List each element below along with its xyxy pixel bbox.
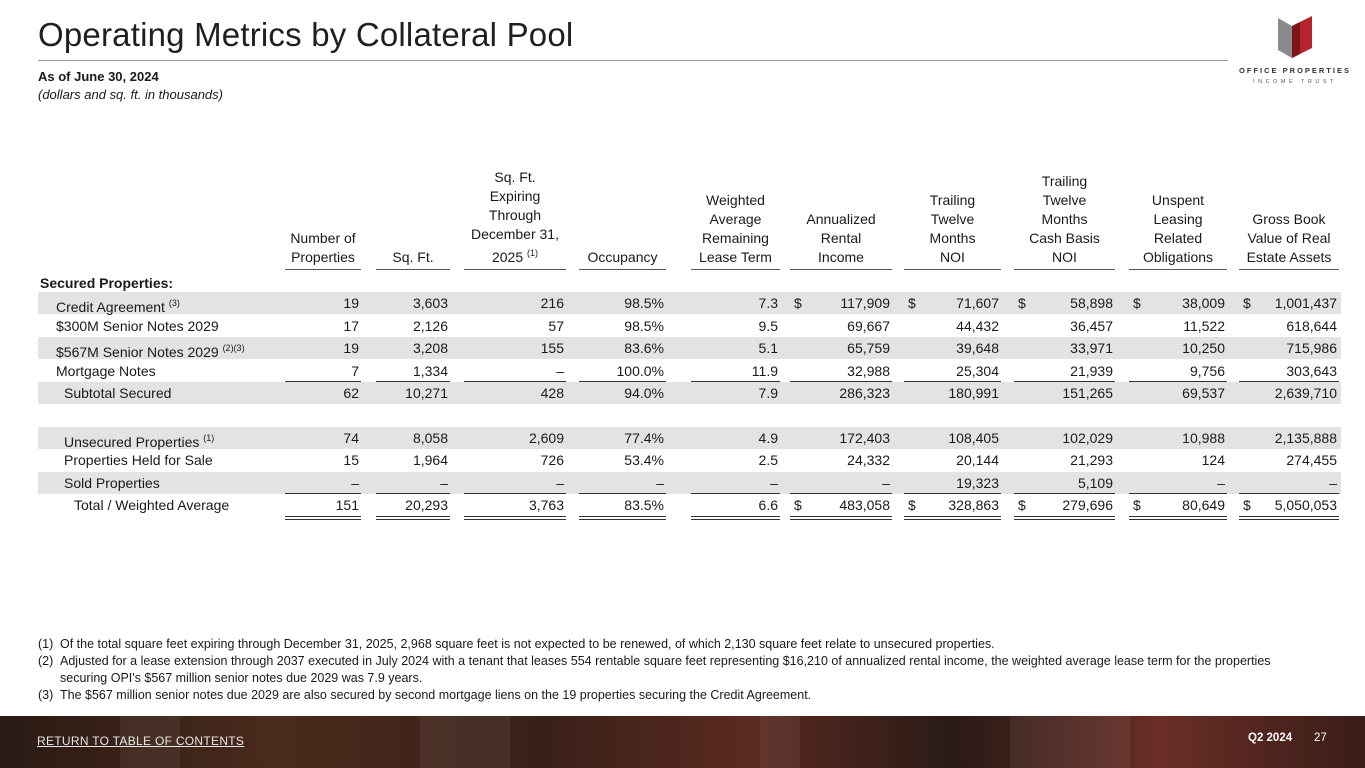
dollar-sign: $ [1018,497,1026,513]
units-note: (dollars and sq. ft. in thousands) [38,87,223,102]
footnote-item [38,636,1308,653]
table-cell: 9.5 [758,318,778,334]
column-header-7 [1014,170,1115,270]
column-header-line: 2025 $^{(1)}$ [491,248,539,265]
title-divider [38,60,1228,61]
column-underline [904,519,1001,520]
table-cell: 2,639,710 [1274,385,1337,401]
column-header-line: Months [1041,211,1088,227]
table-row [38,315,1341,337]
column-underline [904,381,1001,382]
column-header-line: Twelve [930,211,975,227]
column-header-line: Leasing [1153,211,1203,227]
table-cell: 117,909 [840,295,890,311]
table-cell: 100.0% [616,363,664,379]
table-cell: 62 [343,385,359,401]
column-underline [790,493,892,494]
table-cell: 4.9 [758,430,778,446]
column-underline [1239,519,1339,520]
column-underline [464,519,566,520]
column-underline [579,493,666,494]
row-label: Unsecured Properties $^{(1)}$ [64,433,215,450]
column-underline [790,516,892,517]
logo-mark-icon [1274,14,1316,60]
table-cell: 172,403 [839,430,890,446]
footnote-ref: (1) [203,433,215,443]
column-underline [691,519,780,520]
column-underline [691,381,780,382]
footnote-key: (3) [38,688,54,702]
column-header-line: Lease Term [699,249,772,265]
table-cell: 19 [343,295,359,311]
column-underline [376,493,450,494]
page-title: Operating Metrics by Collateral Pool [38,16,574,53]
table-cell: 10,250 [1182,340,1225,356]
column-underline [790,381,892,382]
table-cell: 5,109 [1077,475,1113,491]
column-header-2 [464,170,566,270]
row-label: Total / Weighted Average [74,497,230,513]
column-underline [464,381,566,382]
row-label: Credit Agreement $^{(3)}$ [56,298,180,315]
column-header-line: Unspent [1151,192,1205,208]
company-logo [1238,12,1352,102]
table-row [38,472,1341,494]
column-header-line: Average [709,211,762,227]
column-header-line: Expiring [489,188,541,204]
column-underline [1014,516,1115,517]
column-underline [1129,519,1227,520]
column-underline [691,493,780,494]
table-cell: 58,898 [1070,295,1113,311]
row-label: Properties Held for Sale [64,452,213,468]
column-header-3 [579,170,666,270]
dollar-sign: $ [794,497,802,513]
table-cell: 10,271 [405,385,448,401]
column-header-line: Annualized [806,211,876,227]
column-header-line: Twelve [1042,192,1087,208]
table-cell: 7.3 [758,295,778,311]
footnote-ref: (2)(3) [222,343,245,353]
column-underline [1014,381,1115,382]
column-header-line: Trailing [929,192,976,208]
table-cell: 151,265 [1062,385,1113,401]
footnotes [38,636,1308,704]
column-underline [904,493,1001,494]
table-cell: 69,537 [1182,385,1225,401]
column-header-line: Sq. Ft. [494,169,536,185]
footnote-item [38,687,1308,704]
table-cell: 7 [351,363,359,379]
table-cell: 5,050,053 [1274,497,1337,513]
table-cell: 44,432 [956,318,999,334]
section-label-secured: Secured Properties: [40,275,174,291]
column-underline [579,381,666,382]
footnote-text: Adjusted for a lease extension through 2037 executed in July 2024 with a tenant that leases 554 rentable square feet representing $16,210 of annualized rental income, the weighted average lease term for the properties securing OPI's $567 million senior notes due 2029 was 7.9 years. [60,654,1271,685]
table-row [38,382,1341,404]
column-header-line: Gross Book [1252,211,1326,227]
table-cell: 11,522 [1183,318,1225,334]
column-header-6 [904,170,1001,270]
table-cell: 8,058 [412,430,448,446]
column-header-line: Months [929,230,976,246]
footnote-text: The $567 million senior notes due 2029 are also secured by second mortgage liens on the 19 properties securing the Credit Agreement. [60,688,812,702]
column-header-5 [790,170,892,270]
table-cell: 74 [343,430,359,446]
column-header-line: Remaining [702,230,769,246]
column-header-line: Income [818,249,864,265]
column-underline [1239,381,1339,382]
table-cell: 7.9 [758,385,778,401]
table-cell: 618,644 [1286,318,1337,334]
table-cell: 77.4% [624,430,664,446]
column-header-9 [1239,170,1339,270]
table-cell: 38,009 [1182,295,1225,311]
column-underline [1129,516,1227,517]
table-cell: 17 [343,318,359,334]
table-cell: 10,988 [1182,430,1225,446]
table-cell: 2,135,888 [1274,430,1337,446]
column-header-line: Obligations [1142,249,1214,265]
column-underline [285,519,361,520]
dollar-sign: $ [1243,497,1251,513]
column-underline [1239,493,1339,494]
footnote-key: (2) [38,654,54,668]
table-cell: – [882,475,890,491]
dollar-sign: $ [1018,295,1026,311]
table-cell: 20,144 [956,452,999,468]
dollar-sign: $ [908,497,916,513]
table-cell: 1,001,437 [1274,295,1337,311]
table-cell: 65,759 [847,340,890,356]
column-underline [1129,381,1227,382]
table-row [38,337,1341,359]
table-cell: 33,971 [1070,340,1113,356]
table-cell: 24,332 [847,452,890,468]
column-underline [464,516,566,517]
column-header-line: Properties [291,249,355,265]
row-label: $300M Senior Notes 2029 [56,318,219,334]
table-row [38,292,1341,314]
table-cell: 2,609 [528,430,564,446]
table-cell: 98.5% [624,318,664,334]
column-underline [790,519,892,520]
table-row [38,360,1341,382]
table-cell: 2.5 [758,452,778,468]
quarter-label: Q2 2024 [1248,732,1293,744]
table-cell: 102,029 [1062,430,1113,446]
dollar-sign: $ [908,295,916,311]
table-cell: 19 [343,340,359,356]
column-underline [285,516,361,517]
table-cell: – [1217,475,1225,491]
table-cell: 39,648 [956,340,999,356]
table-cell: 83.5% [624,497,664,513]
column-underline [904,516,1001,517]
table-cell: 279,696 [1062,497,1113,513]
table-cell: 108,405 [948,430,999,446]
row-label: Subtotal Secured [64,385,172,401]
table-cell: 20,293 [405,497,448,513]
footnote-ref: (3) [168,298,180,308]
table-cell: 32,988 [847,363,890,379]
column-header-8 [1129,170,1227,270]
column-underline [376,381,450,382]
table-cell: 3,763 [528,497,564,513]
column-header-line: Weighted [706,192,765,208]
table-cell: 303,643 [1286,363,1337,379]
table-cell: 2,126 [412,318,448,334]
table-cell: 11.9 [751,363,778,379]
footnote-ref: (1) [527,248,539,258]
column-underline [464,493,566,494]
column-header-line: NOI [940,249,965,265]
table-cell: 9,756 [1189,363,1225,379]
table-cell: 80,649 [1182,497,1225,513]
table-cell: 124 [1201,452,1225,468]
table-cell: 216 [540,295,564,311]
table-cell: 36,457 [1070,318,1113,334]
table-cell: – [440,475,448,491]
logo-text-secondary: INCOME TRUST [1253,79,1337,85]
dollar-sign: $ [794,295,802,311]
column-underline [376,516,450,517]
column-header-line: NOI [1052,249,1077,265]
table-cell: 21,293 [1070,452,1113,468]
table-cell: 57 [548,318,564,334]
column-underline [1014,493,1115,494]
column-header-line: Value of Real [1247,230,1331,246]
table-cell: 15 [343,452,359,468]
table-cell: – [556,363,564,379]
column-underline [1129,493,1227,494]
table-cell: 151 [335,497,359,513]
table-cell: 71,607 [956,295,999,311]
column-header-line: Related [1153,230,1203,246]
column-header-line: Through [488,207,542,223]
table-cell: 5.1 [758,340,778,356]
column-underline [285,493,361,494]
dollar-sign: $ [1133,497,1141,513]
table-cell: 328,863 [948,497,999,513]
table-cell: 69,667 [847,318,890,334]
column-header-line: Cash Basis [1029,230,1100,246]
footnote-item [38,653,1308,687]
column-header-line: December 31, [471,226,559,242]
row-label: Sold Properties [64,475,160,491]
dollar-sign: $ [1243,295,1251,311]
column-underline [1239,516,1339,517]
table-cell: 94.0% [624,385,664,401]
column-underline [579,519,666,520]
column-header-0 [285,170,361,270]
table-cell: 726 [540,452,564,468]
table-cell: 180,991 [948,385,999,401]
footnote-text: Of the total square feet expiring through December 31, 2025, 2,968 square feet is not expected to be renewed, of which 2,130 square feet relate to unsecured properties. [60,637,995,651]
table-cell: 483,058 [839,497,890,513]
table-cell: 715,986 [1286,340,1337,356]
table-cell: 155 [540,340,564,356]
column-header-line: Trailing [1041,173,1088,189]
table-row [38,449,1341,471]
column-header-line: Rental [820,230,862,246]
table-row [38,427,1341,449]
table-cell: – [351,475,359,491]
column-header-4 [691,170,780,270]
return-to-toc-link[interactable]: RETURN TO TABLE OF CONTENTS [37,734,245,748]
column-underline [579,516,666,517]
column-underline [1014,519,1115,520]
table-cell: 53.4% [624,452,664,468]
table-cell: – [770,475,778,491]
row-label: Mortgage Notes [56,363,156,379]
table-cell: 21,939 [1070,363,1113,379]
table-cell: 98.5% [624,295,664,311]
table-cell: – [1329,475,1337,491]
column-header-line: Sq. Ft. [392,249,434,265]
footnote-key: (1) [38,637,54,651]
table-cell: – [556,475,564,491]
page-number: 27 [1314,732,1327,744]
column-header-line: Number of [290,230,356,246]
column-underline [691,516,780,517]
table-cell: 286,323 [839,385,890,401]
table-cell: 274,455 [1286,452,1337,468]
table-cell: 3,603 [412,295,448,311]
column-underline [376,519,450,520]
table-cell: 428 [540,385,564,401]
column-underline [285,381,361,382]
column-header-line: Occupancy [587,249,658,265]
table-cell: 25,304 [956,363,999,379]
column-header-1 [376,170,450,270]
table-cell: 83.6% [624,340,664,356]
column-header-line: Estate Assets [1246,249,1332,265]
row-label: $567M Senior Notes 2029 $^{(2)(3)}$ [56,343,245,360]
table-row [38,494,1341,516]
table-cell: 1,334 [412,363,448,379]
table-cell: 6.6 [758,497,778,513]
as-of-date: As of June 30, 2024 [38,69,159,84]
dollar-sign: $ [1133,295,1141,311]
logo-text-primary: OFFICE PROPERTIES [1239,66,1351,75]
table-cell: 19,323 [956,475,999,491]
table-cell: 3,208 [412,340,448,356]
table-cell: 1,964 [412,452,448,468]
table-cell: – [656,475,664,491]
